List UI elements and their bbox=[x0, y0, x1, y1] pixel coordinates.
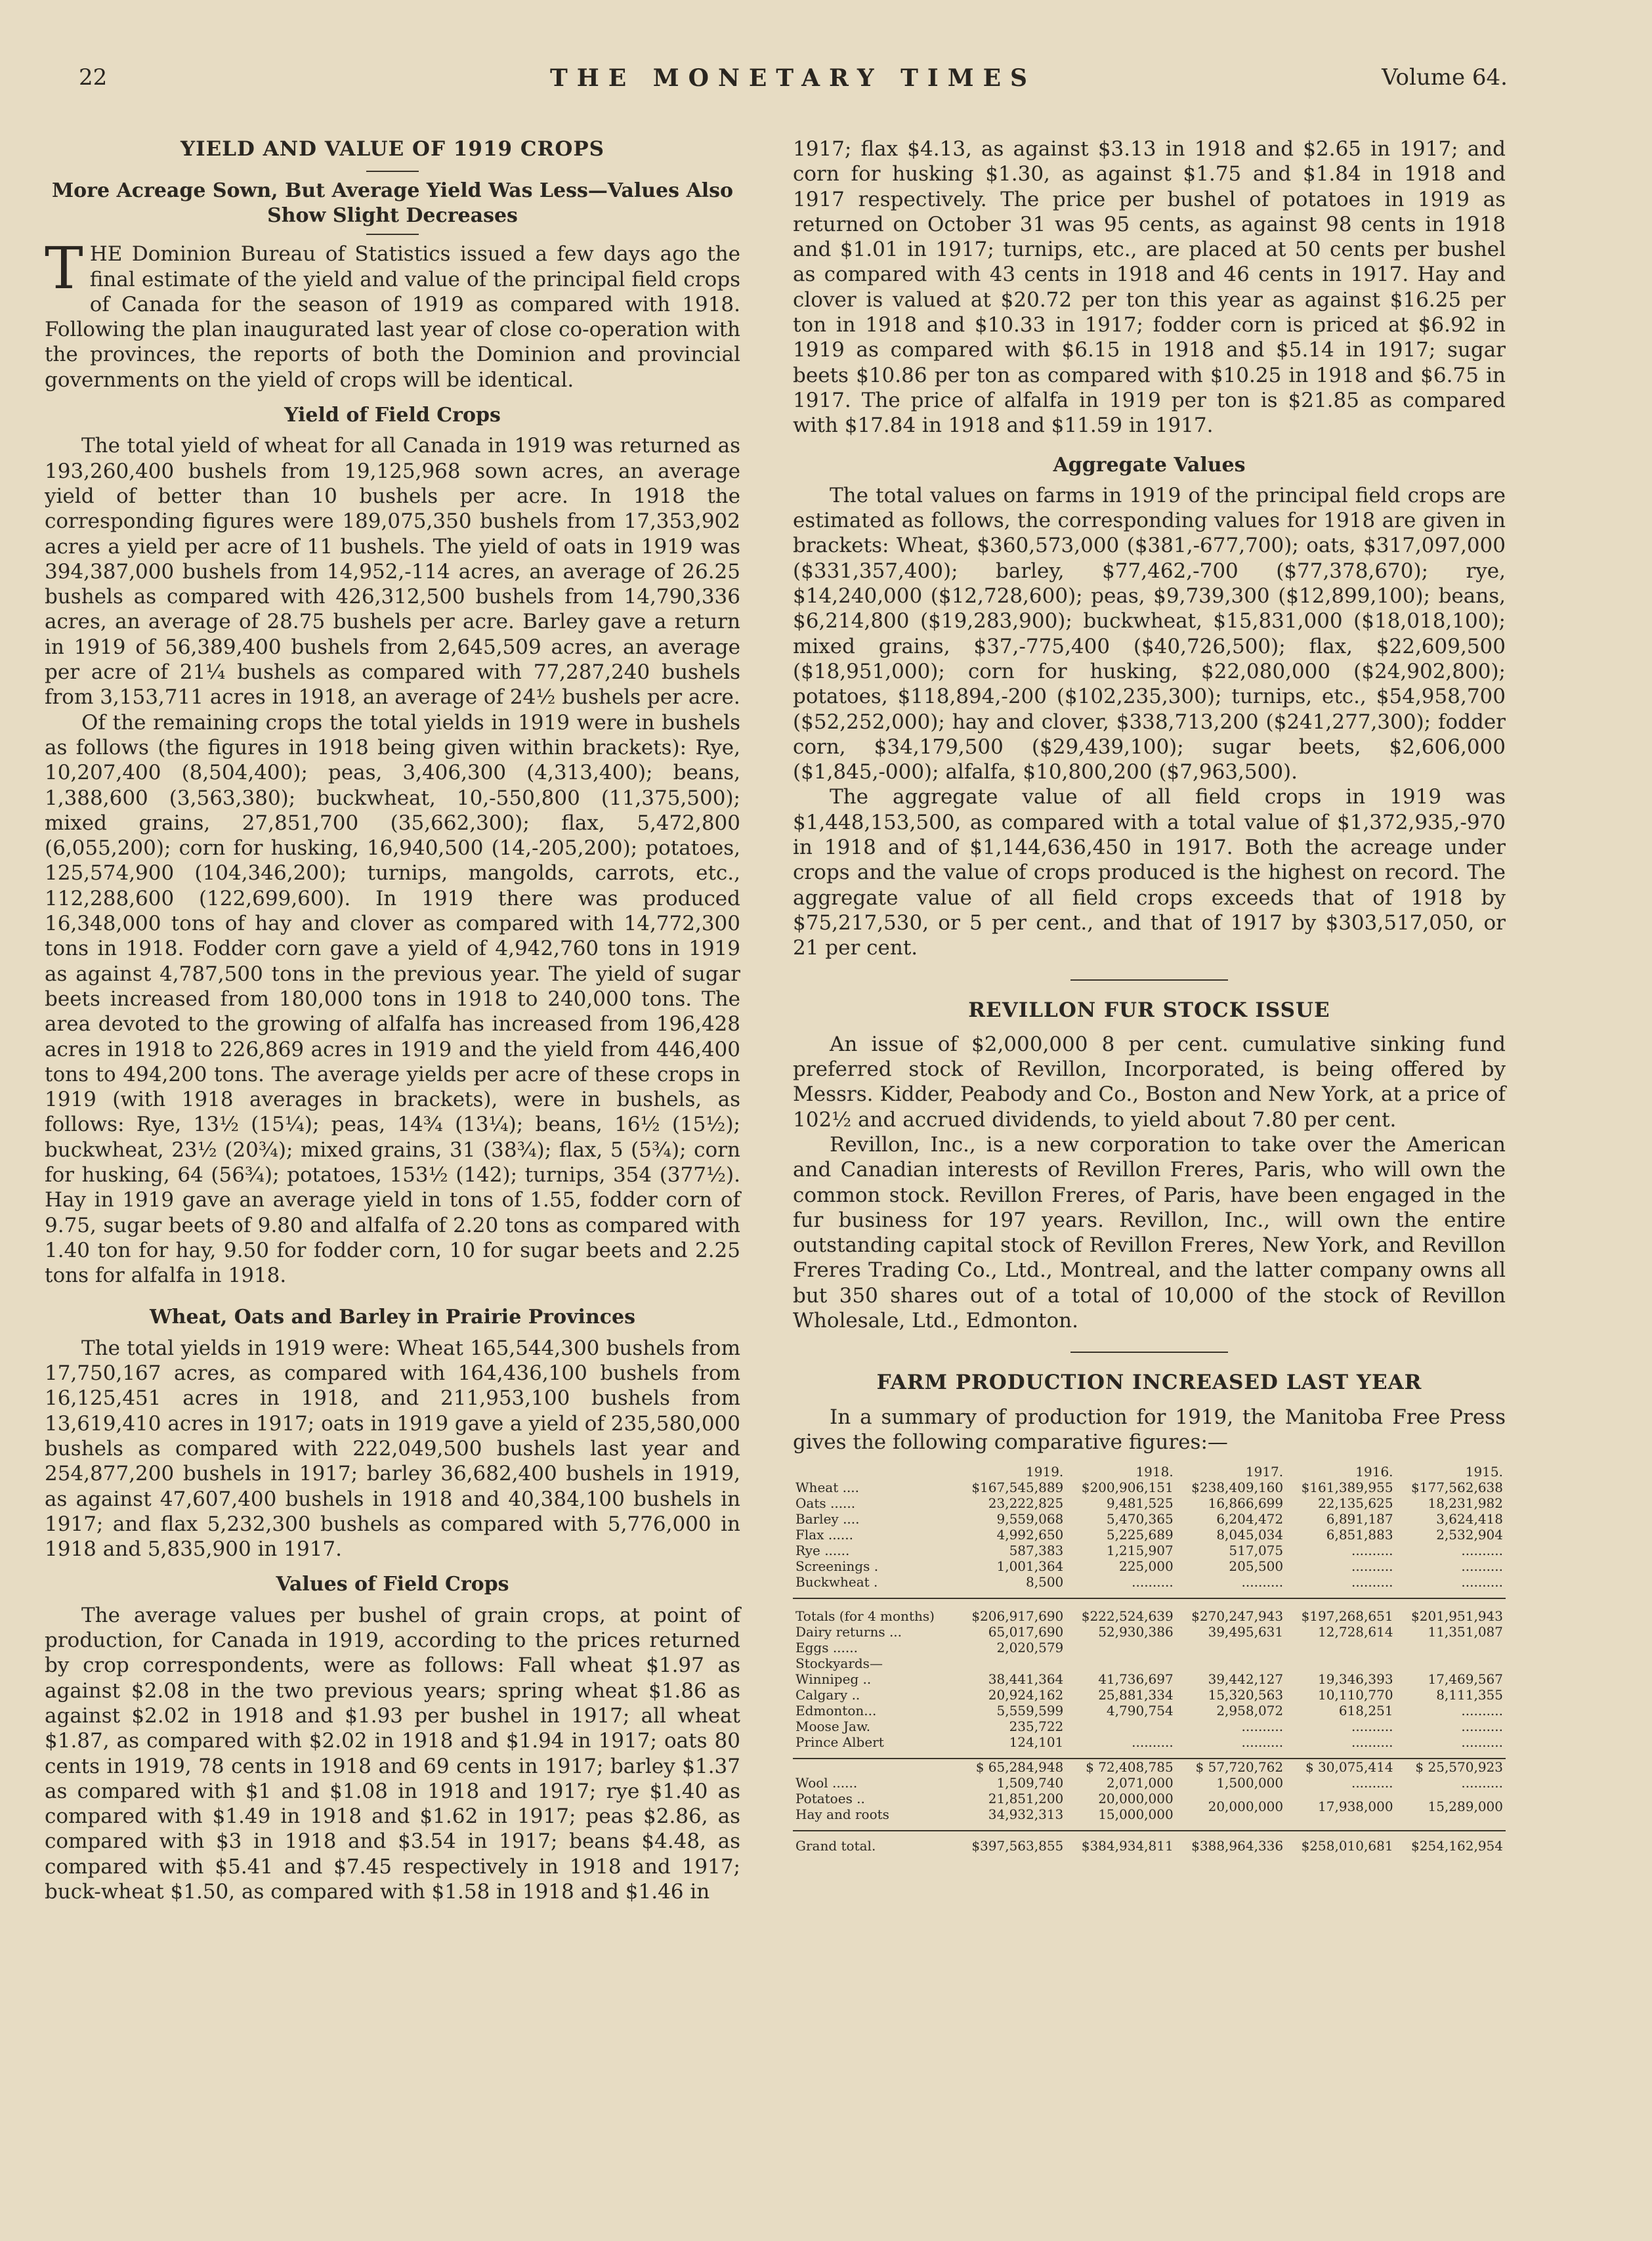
column-header: 1918. bbox=[1135, 1464, 1174, 1480]
volume-label: Volume 64. bbox=[1382, 64, 1508, 91]
table-row: Wheat .... $167,545,889 $200,906,151 $238,409,160 $161,389,955 $177,562,638 bbox=[795, 1480, 1503, 1496]
divider bbox=[366, 234, 419, 235]
section-heading-values: Values of Field Crops bbox=[276, 1573, 509, 1596]
table-row: Eggs ...... 2,020,579 bbox=[795, 1640, 1064, 1656]
column-header: 1915. bbox=[1465, 1464, 1503, 1480]
divider bbox=[1070, 979, 1228, 981]
section-heading-aggregate: Aggregate Values bbox=[1053, 453, 1246, 477]
table-row: Rye ...... 587,383 1,215,907 517,075 .......... .......... bbox=[795, 1543, 1503, 1559]
section-heading-prairie: Wheat, Oats and Barley in Prairie Provinces bbox=[149, 1306, 635, 1329]
left-column bbox=[45, 137, 740, 1904]
intro-paragraph bbox=[45, 234, 740, 393]
paragraph: The total yields in 1919 were: Wheat 165,544,300 bushels from 17,750,167 acres, as compared with 164,436,100 bushels from 16,125,451 acres in 1918, and 211,953,100 bushels from 13,619,410 acres in 1917; oats in 1919 gave a yield of 235,580,000 bushels as compared with 222,049,500 bushels last year and 254,877,200 bushels in 1917; barley 36,682,400 bushels in 1919, as against 47,607,400 bushels in 1918 and 40,384,100 bushels in 1917; and flax 5,232,300 bushels as compared with 5,776,000 in 1918 and 5,835,900 in 1917. bbox=[45, 1336, 740, 1562]
table-row: Calgary .. 20,924,162 25,881,334 15,320,563 10,110,770 8,111,355 bbox=[795, 1687, 1503, 1703]
table-row: Barley .... 9,559,068 5,470,365 6,204,472 6,891,187 3,624,418 bbox=[795, 1511, 1503, 1527]
table-row: Prince Albert 124,101 .......... .......... .......... .......... bbox=[795, 1734, 1503, 1751]
table-rule bbox=[793, 1590, 1506, 1598]
column-header: 1919. bbox=[1026, 1464, 1064, 1480]
divider bbox=[1070, 1352, 1228, 1353]
table-row: Dairy returns ... 65,017,690 52,930,386 39,495,631 12,728,614 11,351,087 bbox=[795, 1624, 1503, 1640]
table-row-grand-total: Grand total. $397,563,855 $384,934,811 $388,964,336 $258,010,681 $254,162,954 bbox=[795, 1838, 1503, 1854]
section-heading-yield: Yield of Field Crops bbox=[284, 404, 501, 427]
paragraph: In a summary of production for 1919, the Manitoba Free Press gives the following comparative figures:— bbox=[793, 1405, 1506, 1454]
table-row: Oats ...... 23,222,825 9,481,525 16,866,699 22,135,625 18,231,982 bbox=[795, 1495, 1503, 1512]
paragraph: Of the remaining crops the total yields in 1919 were in bushels as follows (the figures in 1918 being given within brackets): Rye, 10,207,400 (8,504,400); peas, 3,406,300 (4,313,400); beans, 1,388,600 (3,563,380); buckwheat, 10,-550,800 (11,375,500); mixed grains, 27,851,700 (35,662,300); flax, 5,472,800 (6,055,200); corn for husking, 16,940,500 (14,-205,200); potatoes, 125,574,900 (104,346,200); turnips, mangolds, carrots, etc., 112,288,600 (122,699,600). In 1919 there was produced 16,348,000 tons of hay and clover as compared with 14,772,300 tons in 1918. Fodder corn gave a yield of 4,942,760 tons in 1919 as against 4,787,500 tons in the previous year. The yield of sugar beets increased from 180,000 tons in 1918 to 240,000 tons. The area devoted to the growing of alfalfa has increased from 196,428 acres in 1918 to 226,869 acres in 1919 and the yield from 446,400 tons to 494,200 tons. The average yields per acre of these crops in 1919 (with 1918 averages in brackets), were in bushels, as follows: Rye, 13½ (15¼); peas, 14¾ (13¼); beans, 16½ (15½); buckwheat, 23½ (20¾); mixed grains, 31 (38¾); flax, 5 (5¾); corn for husking, 64 (56¾); potatoes, 153½ (142); turnips, 354 (377½). Hay in 1919 gave an average yield in tons of 1.55, fodder corn of 9.75, sugar beets of 9.80 and alfalfa of 2.20 tons as compared with 1.40 ton for hay, 9.50 for fodder corn, 10 for sugar beets and 2.25 tons for alfalfa in 1918. bbox=[45, 710, 740, 1288]
table-row: Screenings . 1,001,364 225,000 205,500 .......... .......... bbox=[795, 1558, 1503, 1575]
paragraph: The total values on farms in 1919 of the principal field crops are estimated as follows, the corresponding values for 1918 are given in brackets: Wheat, $360,573,000 ($381,-677,700); oats, $317,097,000 ($331,357,400); barley, $77,462,-700 ($77,378,670); rye, $14,240,000 ($12,728,600); peas, $9,739,300 ($12,899,100); beans, $6,214,800 ($19,283,900); buckwheat, $15,831,000 ($18,018,100); mixed grains, $37,-775,400 ($40,726,500); flax, $22,609,500 ($18,951,000); corn for husking, $22,080,000 ($24,902,800); potatoes, $118,894,-200 ($102,235,300); turnips, etc., $54,958,700 ($52,252,000); hay and clover, $338,713,200 ($241,277,300); fodder corn, $34,179,500 ($29,439,100); sugar beets, $2,606,000 ($1,845,-000); alfalfa, $10,800,200 ($7,963,500). bbox=[793, 483, 1506, 784]
table-row-totals: Totals (for 4 months) $206,917,690 $222,524,639 $270,247,943 $197,268,651 $201,951,943 bbox=[795, 1608, 1503, 1625]
table-rule bbox=[793, 1750, 1506, 1759]
page-number: 22 bbox=[79, 64, 108, 91]
article-title: YIELD AND VALUE OF 1919 CROPS bbox=[180, 137, 605, 161]
paragraph: The total yield of wheat for all Canada in 1919 was returned as 193,260,400 bushels from 19,125,968 sown acres, an average yield of better than 10 bushels per acre. In 1918 the corresponding figures were 189,075,350 bushels from 17,353,902 acres a yield per acre of 11 bushels. The yield of oats in 1919 was 394,387,000 bushels from 14,952,-114 acres, an average of 26.25 bushels as compared with 426,312,500 bushels from 14,790,336 acres, an average of 28.75 bushels per acre. Barley gave a return in 1919 of 56,389,400 bushels from 2,645,509 acres, an average per acre of 21¼ bushels as compared with 77,287,240 bushels from 3,153,711 acres in 1918, an average of 24½ bushels per acre. bbox=[45, 434, 740, 710]
column-header: 1917. bbox=[1245, 1464, 1284, 1480]
table-row: Edmonton... 5,559,599 4,790,754 2,958,072 618,251 .......... bbox=[795, 1703, 1503, 1719]
table-row: Wool ...... 1,509,740 2,071,000 1,500,000 .......... .......... bbox=[795, 1775, 1503, 1791]
table-row: Stockyards— bbox=[795, 1655, 883, 1672]
publication-title: THE MONETARY TIMES bbox=[549, 64, 1037, 92]
article-subtitle: More Acreage Sown, But Average Yield Was Less—Values Also Show Slight Decreases bbox=[51, 179, 734, 228]
table-row: Flax ...... 4,992,650 5,225,689 8,045,034 6,851,883 2,532,904 bbox=[795, 1527, 1503, 1543]
table-rule bbox=[793, 1822, 1506, 1831]
drop-cap: T bbox=[45, 234, 83, 303]
farm-production-table bbox=[793, 1464, 1506, 1854]
article-title-revillon: REVILLON FUR STOCK ISSUE bbox=[968, 998, 1330, 1022]
column-header: 1916. bbox=[1355, 1464, 1393, 1480]
right-column bbox=[793, 137, 1506, 1854]
table-row: Moose Jaw. 235,722 .......... .......... .......... bbox=[795, 1718, 1503, 1735]
table-row: Potatoes .. 21,851,200 20,000,000 20,000,000 17,938,000 15,289,000 bbox=[795, 1791, 1503, 1815]
table-row-subtotal: $ 65,284,948 $ 72,408,785 $ 57,720,762 $ 30,075,414 $ 25,570,923 bbox=[975, 1759, 1503, 1776]
table-row: Buckwheat . 8,500 .......... .......... .......... .......... bbox=[795, 1574, 1503, 1590]
divider bbox=[366, 171, 419, 172]
paragraph: An issue of $2,000,000 8 per cent. cumulative sinking fund preferred stock of Revillon, Incorporated, is being offered by Messrs. Kidder, Peabody and Co., Boston and New York, at a price of 102½ and accrued dividends, to yield about 7.80 per cent. bbox=[793, 1032, 1506, 1132]
intro-text: HE Dominion Bureau of Statistics issued a few days ago the final estimate of the yield and value of the principal field crops of Canada for the season of 1919 as compared with 1918. Following the plan inaugurated last year of close co-operation with the provinces, the reports of both the Dominion and provincial governments on the yield of crops will be identical. bbox=[45, 242, 740, 392]
table-header-row bbox=[793, 1464, 1506, 1480]
paragraph-continued: 1917; flax $4.13, as against $3.13 in 1918 and $2.65 in 1917; and corn for husking $1.30, as against $1.75 and $1.84 in 1918 and 1917 respectively. The price per bushel of potatoes in 1919 as returned on October 31 was 95 cents, as against 98 cents in 1918 and $1.01 in 1917; turnips, etc., are placed at 50 cents per bushel as compared with 43 cents in 1918 and 46 cents in 1917. Hay and clover is valued at $20.72 per ton this year as against $16.25 per ton in 1918 and $10.33 in 1917; fodder corn is priced at $6.92 in 1919 as compared with $6.15 in 1918 and $5.14 in 1917; sugar beets $10.86 per ton as compared with $10.25 in 1918 and $6.75 in 1917. The price of alfalfa in 1919 per ton is $21.85 as compared with $17.84 in 1918 and $11.59 in 1917. bbox=[793, 137, 1506, 438]
page-header bbox=[79, 64, 1508, 110]
table-row: Hay and roots 34,932,313 15,000,000 bbox=[795, 1806, 1174, 1823]
article-title-farm: FARM PRODUCTION INCREASED LAST YEAR bbox=[876, 1371, 1422, 1395]
table-row: Winnipeg .. 38,441,364 41,736,697 39,442,127 19,346,393 17,469,567 bbox=[795, 1671, 1503, 1688]
paragraph: The aggregate value of all field crops in 1919 was $1,448,153,500, as compared with a total value of $1,372,935,-970 in 1918 and of $1,144,636,450 in 1917. Both the acreage under crops and the value of crops produced is the highest on record. The aggregate value of all field crops exceeds that of 1918 by $75,217,530, or 5 per cent., and that of 1917 by $303,517,050, or 21 per cent. bbox=[793, 785, 1506, 960]
paragraph: Revillon, Inc., is a new corporation to take over the American and Canadian interests of Revillon Freres, Paris, who will own the common stock. Revillon Freres, of Paris, have been engaged in the fur business for 197 years. Revillon, Inc., will own the entire outstanding capital stock of Revillon Freres, New York, and Revillon Freres Trading Co., Ltd., Montreal, and the latter company owns all but 350 shares out of a total of 10,000 of the stock of Revillon Wholesale, Ltd., Edmonton. bbox=[793, 1132, 1506, 1333]
paragraph: The average values per bushel of grain crops, at point of production, for Canada in 1919, according to the prices returned by crop correspondents, were as follows: Fall wheat $1.97 as against $2.08 in the two previous years; spring wheat $1.86 as against $2.02 in 1918 and $1.93 per bushel in 1917; all wheat $1.87, as compared with $2.02 in 1918 and $1.94 in 1917; oats 80 cents in 1919, 78 cents in 1918 and 69 cents in 1917; barley $1.37 as compared with $1 and $1.08 in 1918 and 1917; rye $1.40 as compared with $1.49 in 1918 and $1.62 in 1917; peas $2.86, as compared with $3 in 1918 and $3.54 in 1917; beans $4.48, as compared with $5.41 and $7.45 respectively in 1918 and 1917; buck-wheat $1.50, as compared with $1.58 in 1918 and $1.46 in bbox=[45, 1603, 740, 1904]
